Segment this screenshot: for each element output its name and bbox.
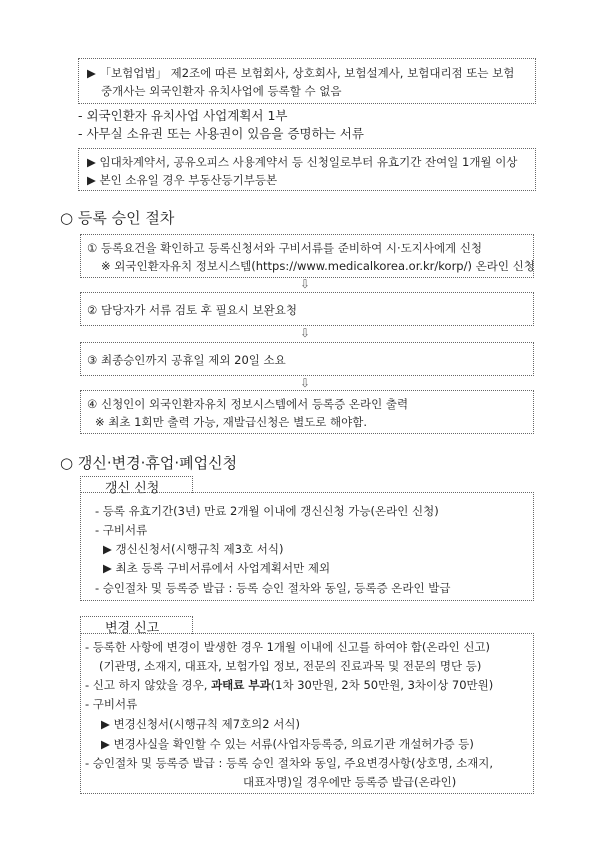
note-box-office — [78, 148, 536, 191]
renewal-line: ▶ 최초 등록 구비서류에서 사업계획서만 제외 — [103, 561, 331, 575]
down-arrow-icon: ⇩ — [300, 277, 311, 291]
step-note: ※ 외국인환자유치 정보시스템(https://www.medicalkorea.or.kr/korp/) 온라인 신청 — [101, 259, 535, 273]
step-text: ④ 신청인이 외국인환자유치 정보시스템에서 등록증 온라인 출력 — [87, 397, 409, 411]
note-text: ▶ 본인 소유일 경우 부동산등기부등본 — [87, 173, 278, 187]
penalty-amounts: (1차 30만원, 2차 50만원, 3차이상 70만원) — [270, 678, 494, 692]
section-title-renewal: ○ 갱신·변경·휴업·폐업신청 — [60, 454, 238, 472]
step-box-4 — [80, 390, 534, 434]
tab-label-change: 변경 신고 — [80, 616, 193, 634]
renewal-line: - 구비서류 — [95, 523, 148, 537]
step-box-2 — [80, 292, 534, 326]
change-line: - 승인절차 및 등록증 발급 : 등록 승인 절차와 동일, 주요변경사항(상호명, 소재지, — [85, 756, 494, 770]
note-text: ▶ 「보험업법」 제2조에 따른 보험회사, 상호회사, 보험설계사, 보험대리점 또는 보험 — [87, 66, 515, 80]
change-line — [85, 677, 493, 693]
document-item: - 외국인환자 유치사업 사업계획서 1부 — [78, 108, 288, 123]
down-arrow-icon: ⇩ — [300, 376, 311, 390]
step-box-1 — [80, 234, 534, 278]
renewal-line: ▶ 갱신신청서(시행규칙 제3호 서식) — [103, 542, 284, 556]
change-line: - 구비서류 — [85, 697, 138, 711]
change-text: - 신고 하지 않았을 경우, — [85, 678, 212, 692]
change-line: 대표자명)일 경우에만 등록증 발급(온라인) — [243, 775, 457, 789]
renewal-line: - 등록 유효기간(3년) 만료 2개월 이내에 갱신신청 가능(온라인 신청) — [95, 504, 439, 518]
penalty-text: 과태료 부과 — [211, 678, 271, 692]
renewal-box — [80, 492, 534, 601]
change-line: ▶ 변경사실을 확인할 수 있는 서류(사업자등록증, 의료기관 개설허가증 등) — [101, 737, 474, 751]
note-text: ▶ 임대차계약서, 공유오피스 사용계약서 등 신청일로부터 유효기간 잔여일 1개월 이상 — [87, 155, 518, 169]
step-box-3 — [80, 342, 534, 376]
change-line: - 등록한 사항에 변경이 발생한 경우 1개월 이내에 신고를 하여야 함(온라인 신고) — [85, 640, 491, 654]
note-text: 중개사는 외국인환자 유치사업에 등록할 수 없음 — [101, 84, 342, 98]
step-text: ② 담당자가 서류 검토 후 필요시 보완요청 — [87, 303, 297, 317]
change-line: ▶ 변경신청서(시행규칙 제7호의2 서식) — [101, 717, 300, 731]
down-arrow-icon: ⇩ — [300, 326, 311, 340]
note-box-insurance — [78, 58, 536, 104]
step-text: ① 등록요건을 확인하고 등록신청서와 구비서류를 준비하여 시·도지사에게 신청 — [87, 241, 483, 255]
change-box — [80, 633, 534, 794]
section-title-approval: ○ 등록 승인 절차 — [60, 209, 175, 227]
change-line: (기관명, 소재지, 대표자, 보험가입 정보, 전문의 진료과목 및 전문의 명단 등) — [99, 659, 482, 673]
step-note: ※ 최초 1회만 출력 가능, 재발급신청은 별도로 해야함. — [95, 415, 368, 429]
document-item: - 사무실 소유권 또는 사용권이 있음을 증명하는 서류 — [78, 126, 364, 141]
renewal-line: - 승인절차 및 등록증 발급 : 등록 승인 절차와 동일, 등록증 온라인 발급 — [95, 581, 451, 595]
step-text: ③ 최종승인까지 공휴일 제외 20일 소요 — [87, 353, 286, 367]
tab-label-renewal: 갱신 신청 — [80, 476, 193, 493]
